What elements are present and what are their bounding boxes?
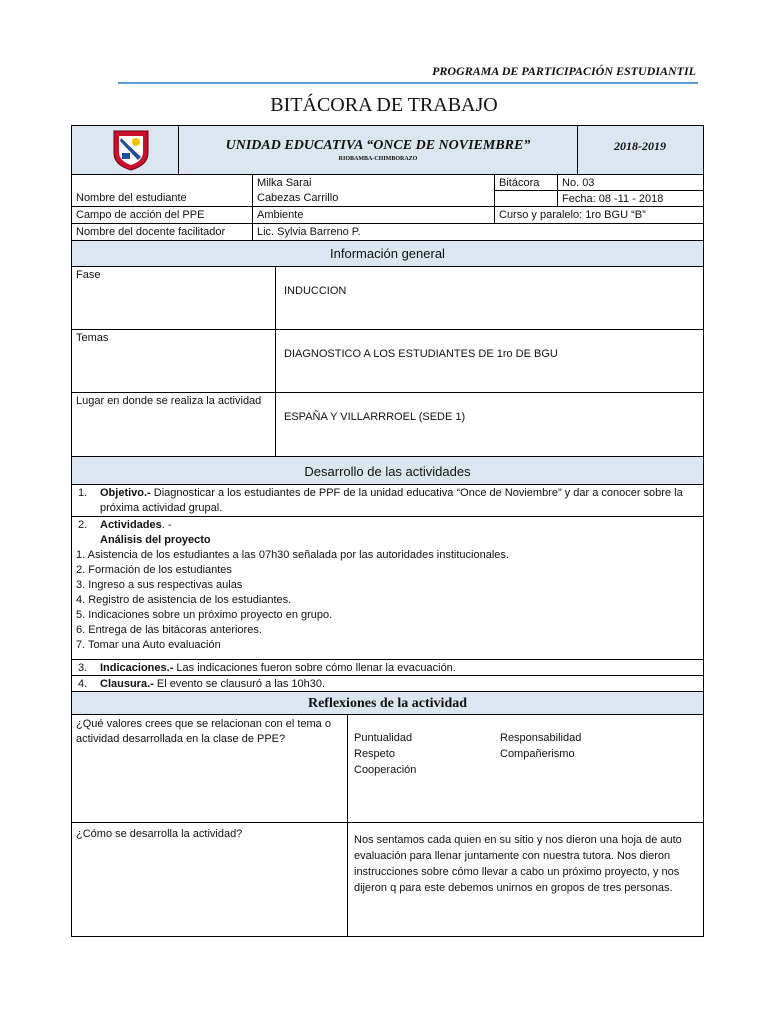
actividad-item-6: 6. Entrega de las bitácoras anteriores. (76, 624, 262, 636)
temas-value-cell (275, 329, 704, 393)
actividad-item-1: 1. Asistencia de los estudiantes a las 07h30 señalada por las autoridades institucionales. (76, 549, 509, 561)
clausura-text: El evento se clausuró a las 10h30. (153, 678, 326, 690)
a2-line2: evaluación para llenar juntamente con nuestra tutora. Nos dieron (354, 850, 671, 862)
actividades-cell (71, 516, 704, 660)
actividad-item-7: 7. Tomar una Auto evaluación (76, 639, 221, 651)
curso-label: Curso y paralelo: (499, 209, 583, 221)
bitacora-label-cell (494, 174, 558, 191)
q2-cell (71, 822, 348, 937)
actividades-label: Actividades (100, 519, 162, 531)
a2-line4: dijeron q para este debemos unirnos en gropos de tres personas. (354, 882, 673, 894)
school-crest-icon (112, 129, 150, 171)
indicaciones-label: Indicaciones.- (100, 662, 174, 674)
temas-label-cell (71, 329, 276, 393)
indicaciones-text: Las indicaciones fueron sobre cómo llenar la evacuación. (173, 662, 456, 674)
actividades-suffix: . - (161, 519, 172, 531)
lugar-label: Lugar en donde se realiza la actividad (76, 395, 262, 407)
value-responsabilidad: Responsabilidad (500, 732, 582, 744)
docente-label: Nombre del docente facilitador (76, 226, 226, 238)
value-cooperacion: Cooperación (354, 764, 417, 776)
value-puntualidad: Puntualidad (354, 732, 413, 744)
school-header-divider-1 (178, 125, 179, 175)
a2-cell (347, 822, 704, 937)
a2-line1: Nos sentamos cada quien en su sitio y nos dieron una hoja de auto (354, 834, 682, 846)
fase-label-cell (71, 266, 276, 330)
bitacora-number-cell (557, 174, 704, 191)
general-heading: Información general (71, 240, 704, 267)
docente-value-cell (252, 223, 704, 241)
actividad-item-2: 2. Formación de los estudiantes (76, 564, 232, 576)
fase-value: INDUCCION (284, 285, 347, 297)
student-name-label-cell (71, 174, 253, 207)
objetivo-text-1: Diagnosticar a los estudiantes de PPF de la unidad educativa “Once de Noviembre” y dar a conocer sobre la (150, 487, 683, 499)
bitacora-no-value: 03 (582, 177, 595, 189)
docente-label-cell (71, 223, 253, 241)
school-year: 2018-2019 (614, 139, 666, 153)
campo-label-cell (71, 206, 253, 224)
campo-value: Ambiente (257, 209, 304, 221)
bitacora-label: Bitácora (499, 177, 540, 189)
page-title: BITÁCORA DE TRABAJO (270, 94, 498, 116)
student-name-label: Nombre del estudiante (76, 192, 187, 204)
q1-line1: ¿Qué valores crees que se relacionan con el tema o (76, 718, 331, 730)
student-name-line2: Cabezas Carrillo (257, 192, 339, 204)
q2-text: ¿Cómo se desarrolla la actividad? (76, 828, 243, 840)
header-rule (118, 82, 698, 84)
a2-line3: instrucciones sobre cómo llevar a cabo un próximo proyecto, y nos (354, 866, 680, 878)
lugar-value: ESPAÑA Y VILLARRROEL (SEDE 1) (284, 411, 466, 423)
desarrollo-heading: Desarrollo de las actividades (71, 456, 704, 485)
objetivo-number: 1. (78, 487, 88, 499)
actividad-item-4: 4. Registro de asistencia de los estudiantes. (76, 594, 292, 606)
date-value: 08 -11 - 2018 (598, 193, 664, 205)
objetivo-cell (71, 484, 704, 517)
indicaciones-cell (71, 659, 704, 676)
date-cell (557, 190, 704, 207)
value-respeto: Respeto (354, 748, 395, 760)
date-label: Fecha: (562, 193, 596, 205)
fase-label: Fase (76, 269, 101, 281)
actividades-number: 2. (78, 519, 88, 531)
student-name-value-cell (252, 174, 495, 207)
clausura-number: 4. (78, 678, 88, 690)
docente-value: Lic. Sylvia Barreno P. (257, 226, 361, 238)
student-name-line1: Milka Sarai (257, 177, 312, 189)
temas-value: DIAGNOSTICO A LOS ESTUDIANTES DE 1ro DE BGU (284, 348, 558, 360)
temas-label: Temas (76, 332, 109, 344)
curso-value: 1ro BGU “B” (585, 209, 646, 221)
actividad-item-5: 5. Indicaciones sobre un próximo proyecto en grupo. (76, 609, 333, 621)
lugar-value-cell (275, 392, 704, 457)
school-location: RIOBAMBA-CHIMBORAZO (338, 156, 418, 162)
campo-value-cell (252, 206, 495, 224)
school-header-divider-2 (577, 125, 578, 175)
clausura-label: Clausura.- (100, 678, 154, 690)
actividad-item-3: 3. Ingreso a sus respectivas aulas (76, 579, 243, 591)
indicaciones-number: 3. (78, 662, 88, 674)
analisis-label: Análisis del proyecto (100, 534, 211, 546)
objetivo-label: Objetivo.- (100, 487, 151, 499)
reflexiones-heading: Reflexiones de la actividad (71, 691, 704, 715)
q1-cell (71, 714, 348, 823)
clausura-cell (71, 675, 704, 692)
q1-line2: actividad desarrollada en la clase de PPE? (76, 733, 286, 745)
school-name: UNIDAD EDUCATIVA “ONCE DE NOVIEMBRE” (225, 138, 531, 153)
program-title: PROGRAMA DE PARTICIPACIÓN ESTUDIANTIL (432, 64, 696, 78)
bitacora-no-label: No. (562, 177, 580, 189)
lugar-label-cell (71, 392, 276, 457)
curso-cell (494, 206, 704, 224)
bitacora-blank-cell (494, 190, 558, 207)
value-companerismo: Compañerismo (500, 748, 575, 760)
campo-label: Campo de acción del PPE (76, 209, 205, 221)
objetivo-text-2: próxima actividad grupal. (100, 502, 223, 514)
fase-value-cell (275, 266, 704, 330)
